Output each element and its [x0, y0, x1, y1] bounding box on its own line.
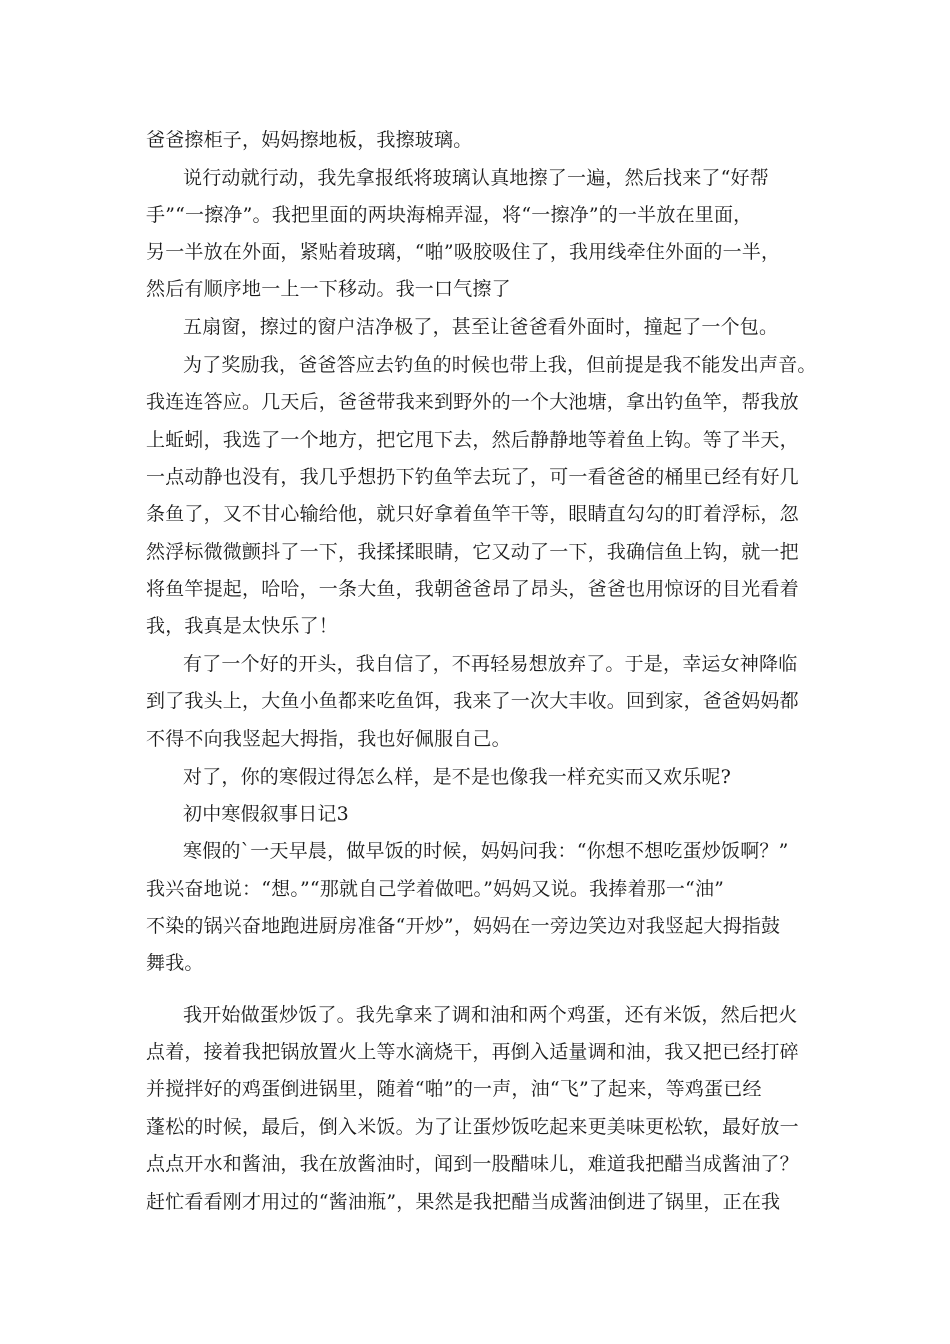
text-line: 然浮标微微颤抖了一下，我揉揉眼睛，它又动了一下，我确信鱼上钩，就一把 — [146, 541, 799, 563]
paragraph-start: 寒假的`一天早晨，做早饭的时候，妈妈问我：“你想不想吃蛋炒饭啊？” — [183, 840, 789, 862]
text-line: 然后有顺序地一上一下移动。我一口气擦了 — [146, 278, 511, 300]
paragraph-start: 我开始做蛋炒饭了。我先拿来了调和油和两个鸡蛋，还有米饭，然后把火 — [183, 1004, 798, 1026]
paragraph-start: 为了奖励我，爸爸答应去钓鱼的时候也带上我，但前提是我不能发出声音。 — [183, 354, 817, 376]
text-line: 点点开水和酱油，我在放酱油时，闻到一股醋味儿，难道我把醋当成酱油了？ — [146, 1153, 799, 1175]
text-line: 上蚯蚓，我选了一个地方，把它甩下去，然后静静地等着鱼上钩。等了半天， — [146, 429, 799, 451]
text-line: 不得不向我竖起大拇指，我也好佩服自己。 — [146, 728, 511, 750]
text-line: 蓬松的时候，最后，倒入米饭。为了让蛋炒饭吃起来更美味更松软，最好放一 — [146, 1116, 799, 1138]
paragraph-start: 说行动就行动，我先拿报纸将玻璃认真地擦了一遍，然后找来了“好帮 — [183, 167, 769, 189]
paragraph-start: 五扇窗，擦过的窗户洁净极了，甚至让爸爸看外面时，撞起了一个包。 — [183, 316, 779, 338]
paragraph-start: 对了，你的寒假过得怎么样，是不是也像我一样充实而又欢乐呢? — [183, 766, 731, 788]
text-line: 一点动静也没有，我几乎想扔下钓鱼竿去玩了，可一看爸爸的桶里已经有好几 — [146, 466, 799, 488]
text-line: 我连连答应。几天后，爸爸带我来到野外的一个大池塘，拿出钓鱼竿，帮我放 — [146, 391, 799, 413]
text-line: 不染的锅兴奋地跑进厨房准备“开炒”，妈妈在一旁边笑边对我竖起大拇指鼓 — [146, 915, 781, 937]
text-line: 我兴奋地说：“想。”“那就自己学着做吧。”妈妈又说。我捧着那一“油” — [146, 878, 725, 900]
text-line: 将鱼竿提起，哈哈，一条大鱼，我朝爸爸昂了昂头，爸爸也用惊讶的目光看着 — [146, 578, 799, 600]
text-line: 另一半放在外面，紧贴着玻璃，“啪”吸胶吸住了，我用线牵住外面的一半， — [146, 241, 781, 263]
text-line: 手”“一擦净”。我把里面的两块海棉弄湿，将“一擦净”的一半放在里面， — [146, 204, 753, 226]
text-line: 我，我真是太快乐了！ — [146, 615, 339, 637]
text-line: 并搅拌好的鸡蛋倒进锅里，随着“啪”的一声，油“飞”了起来，等鸡蛋已经 — [146, 1078, 762, 1100]
text-line: 到了我头上，大鱼小鱼都来吃鱼饵，我来了一次大丰收。回到家，爸爸妈妈都 — [146, 690, 799, 712]
text-line: 赶忙看看刚才用过的“酱油瓶”，果然是我把醋当成酱油倒进了锅里，正在我 — [146, 1191, 781, 1213]
text-line: 点着，接着我把锅放置火上等水滴烧干，再倒入适量调和油，我又把已经打碎 — [146, 1041, 799, 1063]
paragraph-start: 有了一个好的开头，我自信了，不再轻易想放弃了。于是，幸运女神降临 — [183, 653, 798, 675]
text-line: 条鱼了，又不甘心输给他，就只好拿着鱼竿干等，眼睛直勾勾的盯着浮标，忽 — [146, 503, 799, 525]
section-heading: 初中寒假叙事日记3 — [183, 803, 349, 825]
text-line: 舞我。 — [146, 952, 204, 974]
text-line: 爸爸擦柜子，妈妈擦地板，我擦玻璃。 — [146, 129, 473, 151]
